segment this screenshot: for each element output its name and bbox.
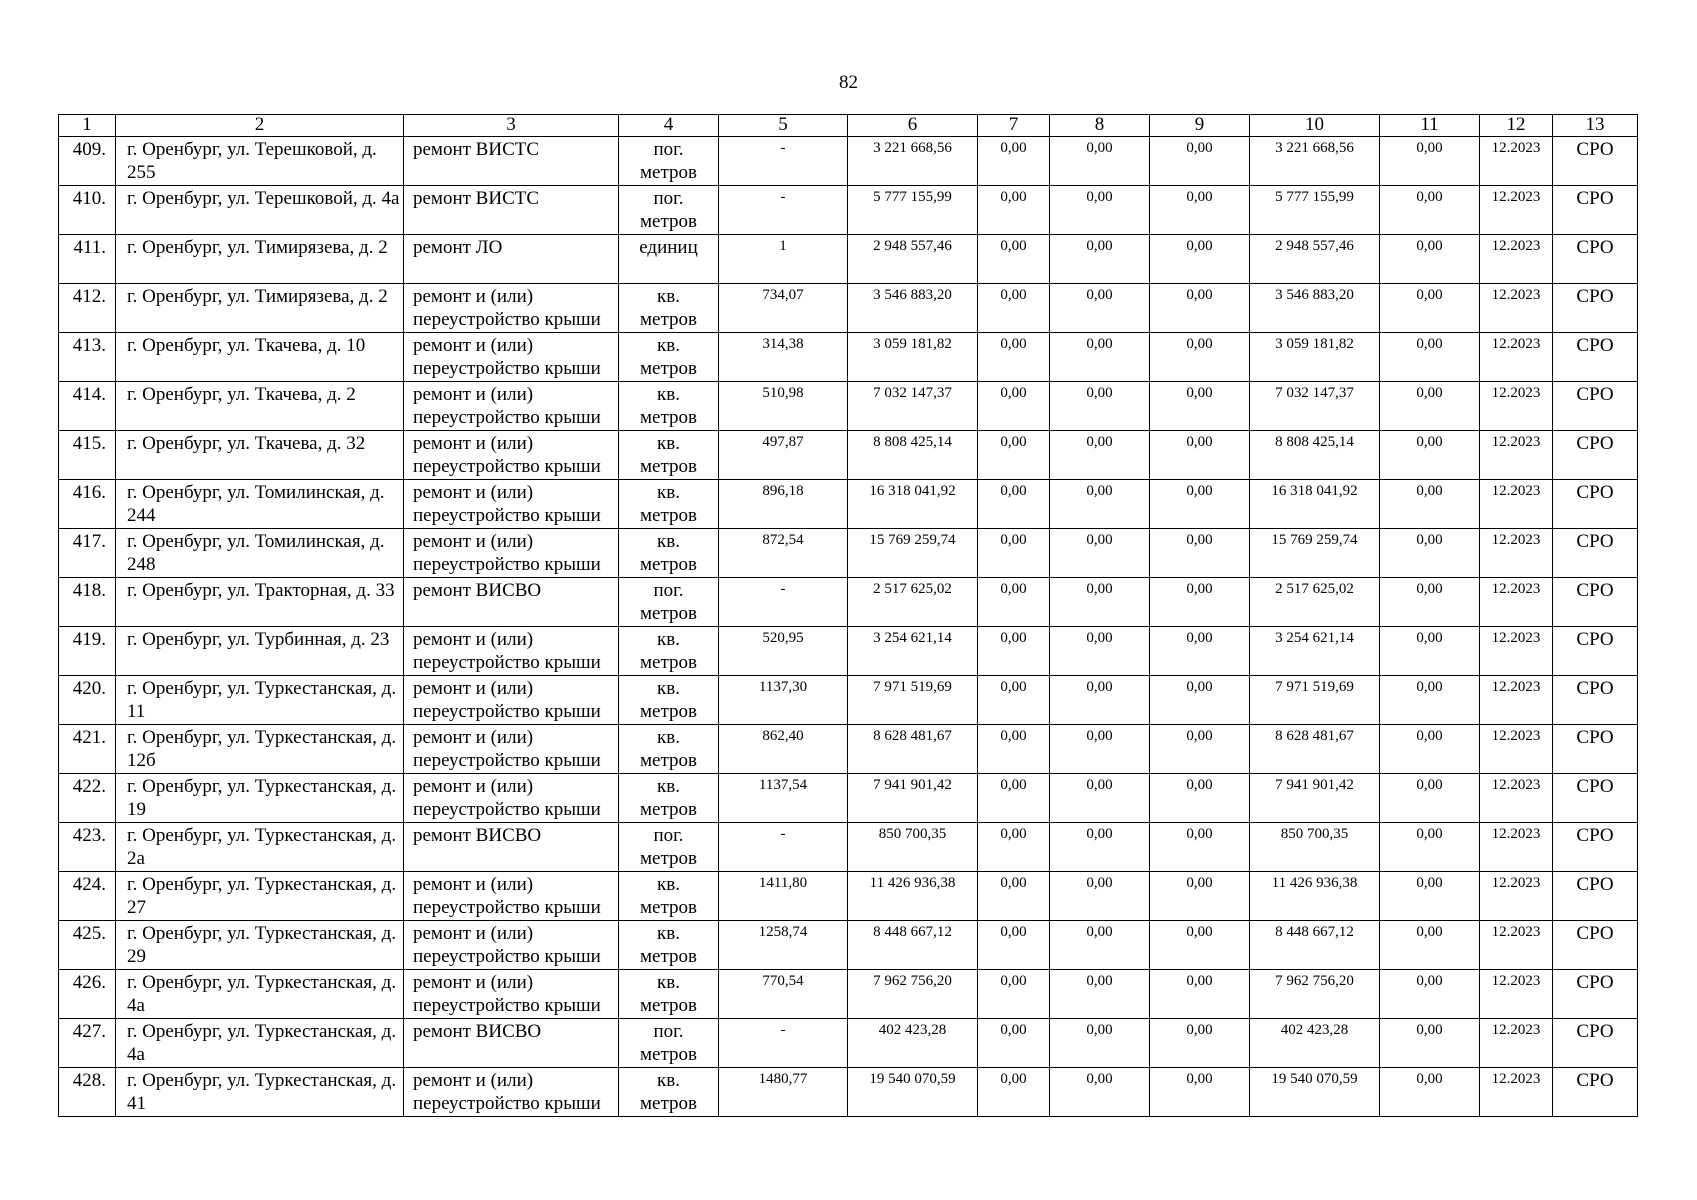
cost-col10-cell: 402 423,28 <box>1250 1019 1380 1068</box>
column-header: 10 <box>1250 115 1380 137</box>
work-type-cell: ремонт ЛО <box>404 235 619 284</box>
completion-date-cell: 12.2023 <box>1480 431 1553 480</box>
column-header: 1 <box>59 115 116 137</box>
cost-col10-cell: 3 059 181,82 <box>1250 333 1380 382</box>
cost-col8-cell: 0,00 <box>1050 186 1150 235</box>
cost-col7-cell: 0,00 <box>978 578 1050 627</box>
executor-cell: СРО <box>1553 774 1638 823</box>
cost-col8-cell: 0,00 <box>1050 431 1150 480</box>
quantity-cell: 734,07 <box>719 284 848 333</box>
work-type-cell: ремонт ВИСВО <box>404 578 619 627</box>
work-type-cell: ремонт и (или) переустройство крыши <box>404 529 619 578</box>
unit-cell: пог. метров <box>619 1019 719 1068</box>
executor-cell: СРО <box>1553 1019 1638 1068</box>
cost-col11-cell: 0,00 <box>1380 823 1480 872</box>
total-cost-cell: 7 941 901,42 <box>848 774 978 823</box>
cost-col10-cell: 8 808 425,14 <box>1250 431 1380 480</box>
column-header: 6 <box>848 115 978 137</box>
cost-col7-cell: 0,00 <box>978 382 1050 431</box>
cost-col7-cell: 0,00 <box>978 872 1050 921</box>
table-row <box>59 823 1638 872</box>
executor-cell: СРО <box>1553 578 1638 627</box>
work-type-cell: ремонт ВИСВО <box>404 1019 619 1068</box>
work-type-cell: ремонт и (или) переустройство крыши <box>404 970 619 1019</box>
completion-date-cell: 12.2023 <box>1480 382 1553 431</box>
cost-col8-cell: 0,00 <box>1050 480 1150 529</box>
unit-cell: кв. метров <box>619 970 719 1019</box>
row-number: 413. <box>59 333 116 382</box>
cost-col9-cell: 0,00 <box>1150 970 1250 1019</box>
cost-col11-cell: 0,00 <box>1380 627 1480 676</box>
address-cell: г. Оренбург, ул. Туркестанская, д. 2а <box>116 823 404 872</box>
cost-col7-cell: 0,00 <box>978 725 1050 774</box>
cost-col8-cell: 0,00 <box>1050 137 1150 186</box>
table-row <box>59 137 1638 186</box>
completion-date-cell: 12.2023 <box>1480 921 1553 970</box>
table-row <box>59 1068 1638 1117</box>
cost-col7-cell: 0,00 <box>978 823 1050 872</box>
executor-cell: СРО <box>1553 431 1638 480</box>
table-row <box>59 186 1638 235</box>
completion-date-cell: 12.2023 <box>1480 1068 1553 1117</box>
quantity-cell: 1480,77 <box>719 1068 848 1117</box>
executor-cell: СРО <box>1553 1068 1638 1117</box>
work-type-cell: ремонт и (или) переустройство крыши <box>404 333 619 382</box>
quantity-cell: - <box>719 137 848 186</box>
quantity-cell: 872,54 <box>719 529 848 578</box>
cost-col9-cell: 0,00 <box>1150 774 1250 823</box>
quantity-cell: 1 <box>719 235 848 284</box>
cost-col11-cell: 0,00 <box>1380 921 1480 970</box>
cost-col11-cell: 0,00 <box>1380 676 1480 725</box>
total-cost-cell: 3 546 883,20 <box>848 284 978 333</box>
address-cell: г. Оренбург, ул. Туркестанская, д. 11 <box>116 676 404 725</box>
completion-date-cell: 12.2023 <box>1480 235 1553 284</box>
work-type-cell: ремонт и (или) переустройство крыши <box>404 1068 619 1117</box>
executor-cell: СРО <box>1553 284 1638 333</box>
unit-cell: кв. метров <box>619 1068 719 1117</box>
cost-col10-cell: 3 546 883,20 <box>1250 284 1380 333</box>
unit-cell: кв. метров <box>619 872 719 921</box>
table-row <box>59 774 1638 823</box>
quantity-cell: - <box>719 578 848 627</box>
cost-col8-cell: 0,00 <box>1050 921 1150 970</box>
cost-col9-cell: 0,00 <box>1150 823 1250 872</box>
column-header: 7 <box>978 115 1050 137</box>
cost-col9-cell: 0,00 <box>1150 921 1250 970</box>
completion-date-cell: 12.2023 <box>1480 333 1553 382</box>
row-number: 411. <box>59 235 116 284</box>
cost-col9-cell: 0,00 <box>1150 676 1250 725</box>
cost-col10-cell: 19 540 070,59 <box>1250 1068 1380 1117</box>
address-cell: г. Оренбург, ул. Туркестанская, д. 4а <box>116 970 404 1019</box>
table-row <box>59 725 1638 774</box>
work-type-cell: ремонт ВИСВО <box>404 823 619 872</box>
cost-col10-cell: 5 777 155,99 <box>1250 186 1380 235</box>
unit-cell: пог. метров <box>619 137 719 186</box>
cost-col10-cell: 16 318 041,92 <box>1250 480 1380 529</box>
executor-cell: СРО <box>1553 921 1638 970</box>
table-row <box>59 872 1638 921</box>
cost-col7-cell: 0,00 <box>978 970 1050 1019</box>
cost-col9-cell: 0,00 <box>1150 382 1250 431</box>
work-type-cell: ремонт и (или) переустройство крыши <box>404 676 619 725</box>
executor-cell: СРО <box>1553 186 1638 235</box>
cost-col7-cell: 0,00 <box>978 284 1050 333</box>
row-number: 409. <box>59 137 116 186</box>
cost-col11-cell: 0,00 <box>1380 725 1480 774</box>
work-type-cell: ремонт и (или) переустройство крыши <box>404 382 619 431</box>
address-cell: г. Оренбург, ул. Ткачева, д. 2 <box>116 382 404 431</box>
total-cost-cell: 11 426 936,38 <box>848 872 978 921</box>
address-cell: г. Оренбург, ул. Тракторная, д. 33 <box>116 578 404 627</box>
table-row <box>59 431 1638 480</box>
unit-cell: кв. метров <box>619 676 719 725</box>
total-cost-cell: 8 628 481,67 <box>848 725 978 774</box>
total-cost-cell: 16 318 041,92 <box>848 480 978 529</box>
quantity-cell: - <box>719 823 848 872</box>
quantity-cell: 314,38 <box>719 333 848 382</box>
quantity-cell: 520,95 <box>719 627 848 676</box>
cost-col10-cell: 7 032 147,37 <box>1250 382 1380 431</box>
cost-col8-cell: 0,00 <box>1050 1068 1150 1117</box>
unit-cell: кв. метров <box>619 725 719 774</box>
table-row <box>59 970 1638 1019</box>
completion-date-cell: 12.2023 <box>1480 676 1553 725</box>
cost-col9-cell: 0,00 <box>1150 235 1250 284</box>
table-row <box>59 284 1638 333</box>
address-cell: г. Оренбург, ул. Томилинская, д. 248 <box>116 529 404 578</box>
row-number: 423. <box>59 823 116 872</box>
cost-col7-cell: 0,00 <box>978 529 1050 578</box>
work-type-cell: ремонт и (или) переустройство крыши <box>404 284 619 333</box>
total-cost-cell: 7 962 756,20 <box>848 970 978 1019</box>
executor-cell: СРО <box>1553 382 1638 431</box>
unit-cell: кв. метров <box>619 921 719 970</box>
cost-col8-cell: 0,00 <box>1050 676 1150 725</box>
cost-col9-cell: 0,00 <box>1150 725 1250 774</box>
cost-col11-cell: 0,00 <box>1380 284 1480 333</box>
completion-date-cell: 12.2023 <box>1480 970 1553 1019</box>
address-cell: г. Оренбург, ул. Терешковой, д. 4а <box>116 186 404 235</box>
cost-col8-cell: 0,00 <box>1050 1019 1150 1068</box>
row-number: 416. <box>59 480 116 529</box>
completion-date-cell: 12.2023 <box>1480 578 1553 627</box>
quantity-cell: 1258,74 <box>719 921 848 970</box>
row-number: 426. <box>59 970 116 1019</box>
table-row <box>59 627 1638 676</box>
completion-date-cell: 12.2023 <box>1480 872 1553 921</box>
cost-col10-cell: 3 221 668,56 <box>1250 137 1380 186</box>
total-cost-cell: 850 700,35 <box>848 823 978 872</box>
unit-cell: кв. метров <box>619 284 719 333</box>
row-number: 425. <box>59 921 116 970</box>
cost-col11-cell: 0,00 <box>1380 431 1480 480</box>
cost-col7-cell: 0,00 <box>978 774 1050 823</box>
completion-date-cell: 12.2023 <box>1480 774 1553 823</box>
repair-plan-table <box>58 114 1638 1117</box>
cost-col8-cell: 0,00 <box>1050 627 1150 676</box>
executor-cell: СРО <box>1553 823 1638 872</box>
column-header: 3 <box>404 115 619 137</box>
cost-col10-cell: 7 941 901,42 <box>1250 774 1380 823</box>
executor-cell: СРО <box>1553 676 1638 725</box>
cost-col11-cell: 0,00 <box>1380 774 1480 823</box>
address-cell: г. Оренбург, ул. Тимирязева, д. 2 <box>116 235 404 284</box>
row-number: 414. <box>59 382 116 431</box>
completion-date-cell: 12.2023 <box>1480 627 1553 676</box>
total-cost-cell: 7 032 147,37 <box>848 382 978 431</box>
executor-cell: СРО <box>1553 627 1638 676</box>
table-row <box>59 578 1638 627</box>
cost-col8-cell: 0,00 <box>1050 529 1150 578</box>
unit-cell: единиц <box>619 235 719 284</box>
cost-col10-cell: 3 254 621,14 <box>1250 627 1380 676</box>
cost-col11-cell: 0,00 <box>1380 1068 1480 1117</box>
cost-col11-cell: 0,00 <box>1380 137 1480 186</box>
cost-col9-cell: 0,00 <box>1150 627 1250 676</box>
work-type-cell: ремонт и (или) переустройство крыши <box>404 627 619 676</box>
cost-col10-cell: 8 448 667,12 <box>1250 921 1380 970</box>
cost-col7-cell: 0,00 <box>978 431 1050 480</box>
quantity-cell: - <box>719 186 848 235</box>
cost-col9-cell: 0,00 <box>1150 872 1250 921</box>
quantity-cell: 896,18 <box>719 480 848 529</box>
unit-cell: кв. метров <box>619 480 719 529</box>
total-cost-cell: 402 423,28 <box>848 1019 978 1068</box>
cost-col11-cell: 0,00 <box>1380 970 1480 1019</box>
cost-col8-cell: 0,00 <box>1050 970 1150 1019</box>
row-number: 410. <box>59 186 116 235</box>
quantity-cell: 1411,80 <box>719 872 848 921</box>
row-number: 421. <box>59 725 116 774</box>
work-type-cell: ремонт и (или) переустройство крыши <box>404 872 619 921</box>
completion-date-cell: 12.2023 <box>1480 480 1553 529</box>
row-number: 424. <box>59 872 116 921</box>
table-row <box>59 676 1638 725</box>
address-cell: г. Оренбург, ул. Туркестанская, д. 19 <box>116 774 404 823</box>
total-cost-cell: 2 948 557,46 <box>848 235 978 284</box>
work-type-cell: ремонт и (или) переустройство крыши <box>404 921 619 970</box>
row-number: 412. <box>59 284 116 333</box>
cost-col8-cell: 0,00 <box>1050 774 1150 823</box>
cost-col9-cell: 0,00 <box>1150 333 1250 382</box>
work-type-cell: ремонт ВИСТС <box>404 186 619 235</box>
executor-cell: СРО <box>1553 725 1638 774</box>
unit-cell: кв. метров <box>619 627 719 676</box>
total-cost-cell: 15 769 259,74 <box>848 529 978 578</box>
cost-col8-cell: 0,00 <box>1050 382 1150 431</box>
cost-col9-cell: 0,00 <box>1150 578 1250 627</box>
table-row <box>59 333 1638 382</box>
quantity-cell: 1137,54 <box>719 774 848 823</box>
address-cell: г. Оренбург, ул. Туркестанская, д. 29 <box>116 921 404 970</box>
cost-col7-cell: 0,00 <box>978 921 1050 970</box>
executor-cell: СРО <box>1553 333 1638 382</box>
executor-cell: СРО <box>1553 970 1638 1019</box>
cost-col11-cell: 0,00 <box>1380 872 1480 921</box>
total-cost-cell: 2 517 625,02 <box>848 578 978 627</box>
cost-col9-cell: 0,00 <box>1150 1019 1250 1068</box>
address-cell: г. Оренбург, ул. Ткачева, д. 10 <box>116 333 404 382</box>
cost-col7-cell: 0,00 <box>978 186 1050 235</box>
cost-col9-cell: 0,00 <box>1150 431 1250 480</box>
address-cell: г. Оренбург, ул. Томилинская, д. 244 <box>116 480 404 529</box>
cost-col11-cell: 0,00 <box>1380 382 1480 431</box>
cost-col11-cell: 0,00 <box>1380 186 1480 235</box>
total-cost-cell: 3 221 668,56 <box>848 137 978 186</box>
completion-date-cell: 12.2023 <box>1480 1019 1553 1068</box>
table-row <box>59 480 1638 529</box>
cost-col9-cell: 0,00 <box>1150 284 1250 333</box>
executor-cell: СРО <box>1553 480 1638 529</box>
executor-cell: СРО <box>1553 137 1638 186</box>
completion-date-cell: 12.2023 <box>1480 137 1553 186</box>
column-header: 13 <box>1553 115 1638 137</box>
work-type-cell: ремонт и (или) переустройство крыши <box>404 431 619 480</box>
cost-col8-cell: 0,00 <box>1050 872 1150 921</box>
table-row <box>59 529 1638 578</box>
cost-col10-cell: 11 426 936,38 <box>1250 872 1380 921</box>
completion-date-cell: 12.2023 <box>1480 725 1553 774</box>
column-header: 8 <box>1050 115 1150 137</box>
unit-cell: пог. метров <box>619 578 719 627</box>
unit-cell: кв. метров <box>619 529 719 578</box>
total-cost-cell: 7 971 519,69 <box>848 676 978 725</box>
completion-date-cell: 12.2023 <box>1480 186 1553 235</box>
total-cost-cell: 8 448 667,12 <box>848 921 978 970</box>
total-cost-cell: 19 540 070,59 <box>848 1068 978 1117</box>
quantity-cell: 510,98 <box>719 382 848 431</box>
cost-col11-cell: 0,00 <box>1380 578 1480 627</box>
cost-col10-cell: 2 517 625,02 <box>1250 578 1380 627</box>
cost-col10-cell: 7 971 519,69 <box>1250 676 1380 725</box>
executor-cell: СРО <box>1553 529 1638 578</box>
unit-cell: кв. метров <box>619 382 719 431</box>
table-row <box>59 1019 1638 1068</box>
address-cell: г. Оренбург, ул. Туркестанская, д. 4а <box>116 1019 404 1068</box>
cost-col9-cell: 0,00 <box>1150 137 1250 186</box>
cost-col8-cell: 0,00 <box>1050 284 1150 333</box>
address-cell: г. Оренбург, ул. Ткачева, д. 32 <box>116 431 404 480</box>
completion-date-cell: 12.2023 <box>1480 284 1553 333</box>
cost-col9-cell: 0,00 <box>1150 186 1250 235</box>
row-number: 415. <box>59 431 116 480</box>
total-cost-cell: 8 808 425,14 <box>848 431 978 480</box>
cost-col11-cell: 0,00 <box>1380 1019 1480 1068</box>
table-body <box>59 137 1638 1117</box>
executor-cell: СРО <box>1553 872 1638 921</box>
cost-col7-cell: 0,00 <box>978 1068 1050 1117</box>
address-cell: г. Оренбург, ул. Туркестанская, д. 12б <box>116 725 404 774</box>
row-number: 417. <box>59 529 116 578</box>
unit-cell: пог. метров <box>619 186 719 235</box>
row-number: 419. <box>59 627 116 676</box>
row-number: 420. <box>59 676 116 725</box>
cost-col11-cell: 0,00 <box>1380 529 1480 578</box>
row-number: 422. <box>59 774 116 823</box>
cost-col7-cell: 0,00 <box>978 480 1050 529</box>
column-number-row <box>59 115 1638 137</box>
address-cell: г. Оренбург, ул. Тимирязева, д. 2 <box>116 284 404 333</box>
total-cost-cell: 3 254 621,14 <box>848 627 978 676</box>
quantity-cell: - <box>719 1019 848 1068</box>
column-header: 4 <box>619 115 719 137</box>
work-type-cell: ремонт и (или) переустройство крыши <box>404 480 619 529</box>
table-row <box>59 921 1638 970</box>
cost-col10-cell: 2 948 557,46 <box>1250 235 1380 284</box>
unit-cell: пог. метров <box>619 823 719 872</box>
cost-col11-cell: 0,00 <box>1380 480 1480 529</box>
address-cell: г. Оренбург, ул. Туркестанская, д. 27 <box>116 872 404 921</box>
work-type-cell: ремонт ВИСТС <box>404 137 619 186</box>
executor-cell: СРО <box>1553 235 1638 284</box>
quantity-cell: 497,87 <box>719 431 848 480</box>
page-number: 82 <box>839 72 858 93</box>
quantity-cell: 770,54 <box>719 970 848 1019</box>
cost-col10-cell: 15 769 259,74 <box>1250 529 1380 578</box>
address-cell: г. Оренбург, ул. Терешковой, д. 255 <box>116 137 404 186</box>
cost-col8-cell: 0,00 <box>1050 333 1150 382</box>
cost-col7-cell: 0,00 <box>978 235 1050 284</box>
work-type-cell: ремонт и (или) переустройство крыши <box>404 725 619 774</box>
cost-col7-cell: 0,00 <box>978 627 1050 676</box>
cost-col9-cell: 0,00 <box>1150 529 1250 578</box>
cost-col7-cell: 0,00 <box>978 137 1050 186</box>
unit-cell: кв. метров <box>619 431 719 480</box>
address-cell: г. Оренбург, ул. Турбинная, д. 23 <box>116 627 404 676</box>
row-number: 428. <box>59 1068 116 1117</box>
completion-date-cell: 12.2023 <box>1480 823 1553 872</box>
cost-col8-cell: 0,00 <box>1050 578 1150 627</box>
total-cost-cell: 5 777 155,99 <box>848 186 978 235</box>
cost-col8-cell: 0,00 <box>1050 823 1150 872</box>
unit-cell: кв. метров <box>619 333 719 382</box>
cost-col7-cell: 0,00 <box>978 676 1050 725</box>
cost-col7-cell: 0,00 <box>978 333 1050 382</box>
quantity-cell: 862,40 <box>719 725 848 774</box>
cost-col10-cell: 8 628 481,67 <box>1250 725 1380 774</box>
cost-col11-cell: 0,00 <box>1380 235 1480 284</box>
cost-col10-cell: 7 962 756,20 <box>1250 970 1380 1019</box>
row-number: 427. <box>59 1019 116 1068</box>
column-header: 9 <box>1150 115 1250 137</box>
column-header: 11 <box>1380 115 1480 137</box>
completion-date-cell: 12.2023 <box>1480 529 1553 578</box>
cost-col9-cell: 0,00 <box>1150 1068 1250 1117</box>
cost-col8-cell: 0,00 <box>1050 725 1150 774</box>
total-cost-cell: 3 059 181,82 <box>848 333 978 382</box>
cost-col11-cell: 0,00 <box>1380 333 1480 382</box>
work-type-cell: ремонт и (или) переустройство крыши <box>404 774 619 823</box>
address-cell: г. Оренбург, ул. Туркестанская, д. 41 <box>116 1068 404 1117</box>
cost-col7-cell: 0,00 <box>978 1019 1050 1068</box>
row-number: 418. <box>59 578 116 627</box>
column-header: 5 <box>719 115 848 137</box>
cost-col8-cell: 0,00 <box>1050 235 1150 284</box>
quantity-cell: 1137,30 <box>719 676 848 725</box>
cost-col10-cell: 850 700,35 <box>1250 823 1380 872</box>
column-header: 12 <box>1480 115 1553 137</box>
table-row <box>59 382 1638 431</box>
column-header: 2 <box>116 115 404 137</box>
cost-col9-cell: 0,00 <box>1150 480 1250 529</box>
unit-cell: кв. метров <box>619 774 719 823</box>
table-row <box>59 235 1638 284</box>
